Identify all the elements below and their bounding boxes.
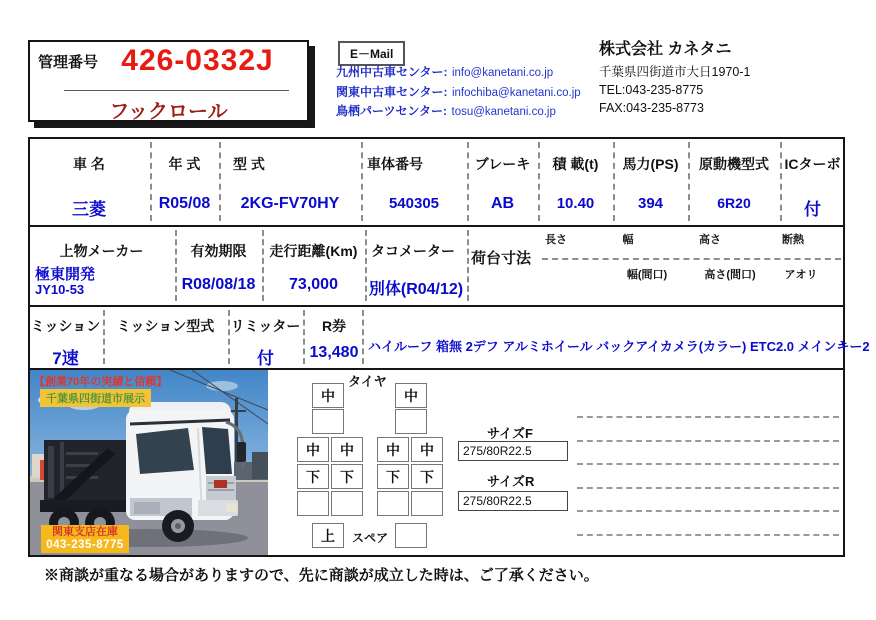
vehicle-photo (30, 370, 268, 555)
tire-box-low: 下 (331, 464, 363, 489)
horsepower-label: 馬力(PS) (622, 156, 679, 172)
payload-label: 積 載(t) (552, 156, 599, 172)
cargo-gate-label: アオリ (784, 269, 818, 281)
model-year-value: R05/08 (158, 195, 211, 212)
horsepower-value: 394 (637, 195, 664, 212)
brake-value: AB (490, 195, 515, 212)
tire-box-empty (395, 409, 427, 434)
email-center-name: 九州中古車センター: (336, 65, 448, 79)
ic-turbo-value: 付 (804, 200, 821, 219)
cell-engine-model (688, 139, 780, 223)
cell-payload (538, 139, 613, 223)
limiter-label: リミッター (230, 318, 301, 334)
cell-model-code (219, 139, 361, 223)
cell-horsepower (613, 139, 688, 223)
company-address: 千葉県四街道市大日1970-1 (599, 65, 751, 79)
tachometer-label: タコメーター (371, 243, 455, 259)
photo-caption-top: 【創業70年の実績と信頼】 (34, 376, 168, 388)
divider (64, 90, 289, 91)
tire-box-empty (411, 491, 443, 516)
email-center-name: 関東中古車センター: (336, 84, 448, 99)
note-line (577, 416, 839, 418)
cell-transmission-model (103, 307, 228, 366)
tire-box-mid: 中 (377, 437, 409, 462)
ic-turbo-label: ICターボ (784, 156, 841, 172)
tire-size-rear-value: 275/80R22.5 (458, 491, 568, 511)
cargo-opening-width-label: 幅(間口) (626, 269, 668, 281)
email-center-name: 鳥栖パーツセンター: (336, 104, 448, 118)
cargo-length-label: 長さ (545, 234, 567, 246)
truck-front-wheel (162, 510, 194, 542)
tachometer-value: 別体(R04/12) (368, 281, 464, 298)
mileage-value: 73,000 (289, 276, 338, 293)
control-number-box (28, 40, 309, 122)
cell-tachometer (365, 227, 467, 303)
tire-box-front-left: 中 (312, 383, 344, 408)
column-divider (467, 230, 469, 301)
cell-ic-turbo (780, 139, 845, 223)
note-line (577, 487, 839, 489)
spare-label: スペア (352, 531, 389, 545)
cell-brake (467, 139, 538, 223)
note-line (577, 510, 839, 512)
truck-cab (126, 402, 246, 520)
email-entry (336, 83, 581, 103)
tire-box-mid: 中 (331, 437, 363, 462)
negotiation-notice: ※商談が重なる場合がありますので、先に商談が成立した時は、ご了承ください。 (44, 567, 599, 584)
cell-transmission (28, 307, 103, 366)
inspection-expiry-label: 有効期限 (190, 243, 247, 259)
equipment-list: ハイルーフ 箱無 2デフ アルミホイール バックアイカメラ(カラー) ETC2.0 メインキー2 (368, 339, 870, 354)
control-number-value: 426-0332J (121, 44, 274, 77)
body-type-name: フックロール (109, 101, 228, 123)
engine-model-label: 原動機型式 (699, 156, 769, 172)
email-list (336, 63, 581, 122)
cargo-fill-line (542, 258, 841, 260)
tire-box-empty (297, 491, 329, 516)
note-line (577, 534, 839, 536)
cell-body-maker (28, 227, 175, 303)
cell-recycle-ticket (303, 307, 365, 366)
transmission-value: 7速 (52, 349, 79, 368)
mileage-label: 走行距離(Km) (269, 243, 358, 259)
vehicle-name-label: 車 名 (73, 156, 105, 172)
cell-inspection-expiry (175, 227, 262, 303)
photo-stock-chip (41, 525, 129, 553)
tire-box-empty (331, 491, 363, 516)
email-address: tosu@kanetani.co.jp (451, 106, 556, 118)
tire-box-empty (377, 491, 409, 516)
payload-value: 10.40 (556, 195, 595, 212)
cell-limiter (228, 307, 303, 366)
tire-box-empty (312, 409, 344, 434)
cargo-dimensions-label: 荷台寸法 (471, 250, 532, 267)
tire-size-front-value: 275/80R22.5 (458, 441, 568, 461)
photo-exhibit-caption: 千葉県四街道市展示 (40, 389, 151, 407)
photo-stock-phone: 043-235-8775 (46, 539, 124, 551)
model-year-label: 年 式 (168, 156, 201, 172)
email-entry (336, 102, 581, 122)
email-entry (336, 63, 581, 83)
company-fax: FAX:043-235-8773 (599, 101, 704, 115)
body-maker-name: 極東開発 (35, 266, 96, 283)
note-line (577, 440, 839, 442)
cargo-insulation-label: 断熱 (782, 234, 804, 246)
email-address: infochiba@kanetani.co.jp (451, 86, 581, 99)
tire-box-empty (395, 523, 427, 548)
brake-label: ブレーキ (474, 156, 531, 172)
tire-box-mid: 中 (297, 437, 329, 462)
chassis-number-label: 車体番号 (367, 156, 423, 172)
tire-box-spare: 上 (312, 523, 344, 548)
company-tel: TEL:043-235-8775 (599, 83, 704, 97)
body-maker-label: 上物メーカー (59, 243, 144, 259)
cargo-height-label: 高さ (699, 234, 721, 246)
model-code-label: 型 式 (233, 156, 265, 172)
company-info (599, 41, 750, 117)
recycle-ticket-label: R券 (321, 318, 347, 334)
inspection-expiry-value: R08/08/18 (181, 276, 256, 293)
limiter-value: 付 (257, 349, 274, 368)
cell-model-year (150, 139, 219, 223)
recycle-ticket-value: 13,480 (309, 344, 359, 361)
cargo-opening-height-label: 高さ(間口) (704, 269, 756, 281)
model-code-value: 2KG-FV70HY (240, 195, 340, 212)
company-name: 株式会社 カネタニ (599, 41, 732, 58)
cell-vehicle-name (28, 139, 150, 223)
email-address: info@kanetani.co.jp (451, 67, 554, 79)
vehicle-name-value: 三菱 (72, 200, 106, 219)
cell-mileage (262, 227, 365, 303)
note-line (577, 463, 839, 465)
tire-box-mid: 中 (411, 437, 443, 462)
body-maker-model: JY10-53 (35, 282, 85, 297)
engine-model-value: 6R20 (717, 195, 751, 211)
email-label: E－Mail (350, 47, 394, 61)
tire-size-front-label: サイズF (487, 426, 533, 441)
tire-size-rear-label: サイズR (487, 474, 535, 489)
tire-box-front-right: 中 (395, 383, 427, 408)
tire-box-low: 下 (297, 464, 329, 489)
transmission-label: ミッション (30, 318, 101, 334)
tire-diagram-title: タイヤ (348, 374, 387, 389)
transmission-model-label: ミッション型式 (116, 318, 215, 334)
photo-stock-label: 関東支店在庫 (52, 526, 118, 538)
control-number-label: 管理番号 (38, 54, 99, 71)
tire-box-low: 下 (377, 464, 409, 489)
cargo-width-label: 幅 (622, 234, 634, 246)
tire-box-low: 下 (411, 464, 443, 489)
body-maker-value (28, 267, 95, 297)
chassis-number-value: 540305 (388, 195, 440, 212)
cell-chassis-number (361, 139, 467, 223)
